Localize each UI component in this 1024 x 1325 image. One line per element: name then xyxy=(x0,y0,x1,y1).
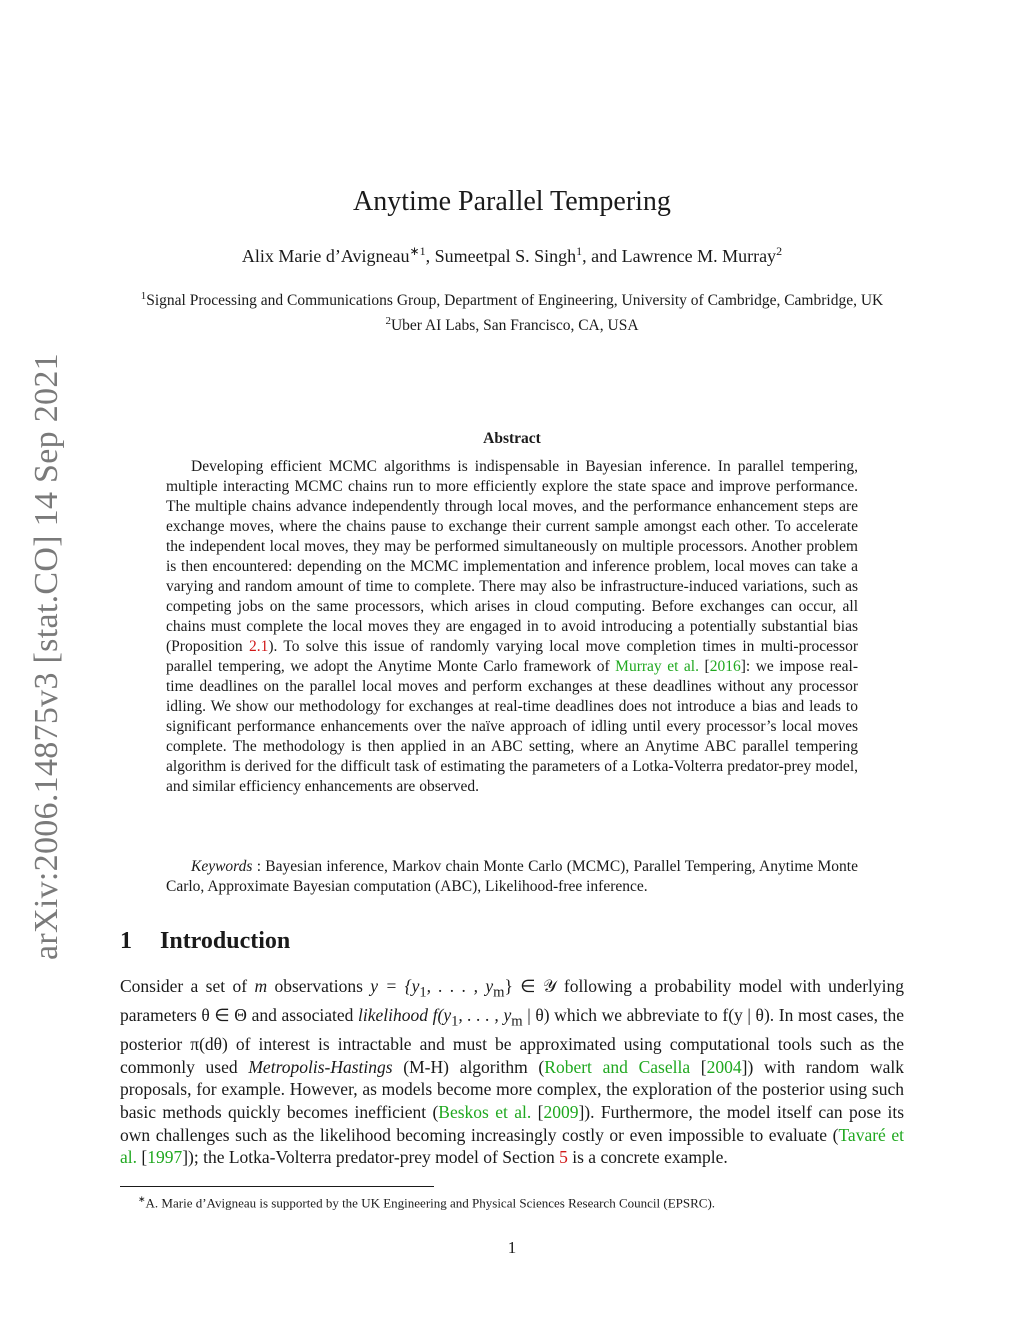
footnote-rule xyxy=(120,1186,434,1187)
abstract-heading: Abstract xyxy=(483,430,541,447)
section-number: 1 xyxy=(120,928,132,954)
proposition-ref-link[interactable]: 2.1 xyxy=(248,638,269,655)
author-2-mark: 1 xyxy=(576,244,583,258)
affiliation-2: $^2$Uber AI Labs, San Francisco, CA, USA xyxy=(385,315,639,335)
keywords: Keywords : Bayesian inference, Markov chain Monte Carlo (MCMC), Parallel Tempering, Anytime Monte Carlo, Approximate Bayesian computation (ABC), Likelihood-free inference. xyxy=(166,858,858,895)
keywords-label: Keywords xyxy=(191,858,253,875)
author-3-mark: 2 xyxy=(776,244,783,258)
author-3: Lawrence M. Murray xyxy=(621,246,777,266)
robert-year-link[interactable]: 2004 xyxy=(706,1056,742,1077)
arxiv-sidebar-stamp: arXiv:2006.14875v3 [stat.CO] 14 Sep 2021 xyxy=(28,353,65,960)
affiliation-1: $^1$Signal Processing and Communications Group, Department of Engineering, University of Cambridge, Cambridge, UK xyxy=(140,290,884,310)
abstract-body: Developing efficient MCMC algorithms is indispensable in Bayesian inference. In parallel tempering, multiple interacting MCMC chains run to more efficiently explore the state space and improve performance. The multiple chains advance independently through local moves, and the performance enhancement steps are exchange moves, where the chains pause to exchange their current sample amongst each other. To accelerate the independent local moves, they may be performed simultaneously on multiple processors. Another problem is then encountered: depending on the MCMC implementation and inference problem, local moves can take a varying and random amount of time to complete. There may also be infrastructure-induced variations, such as competing jobs on the same processors, which arises in cloud computing. Before exchanges can occur, all chains must complete the local moves they are engaged in to avoid introducing a potentially substantial bias (Proposition 2.1). To solve this issue of randomly varying local move completion times in multi-processor parallel tempering, we adopt the Anytime Monte Carlo framework of Murray et al. [2016]: we impose real-time deadlines on the parallel local moves and perform exchanges at these deadlines without any processor idling. We show our methodology for exchanges at real-time deadlines does not introduce a bias and leads to significant performance enhancements over the naïve approach of idling until every processor’s local moves complete. The methodology is then applied in an ABC setting, where an Anytime ABC parallel tempering algorithm is derived for the difficult task of estimating the parameters of a Lotka-Volterra predator-prey model, and similar efficiency enhancements are observed. xyxy=(166,458,858,795)
author-list: Alix Marie d’Avigneau$^{∗1}$, Sumeetpal S. Singh$^1$, and Lawrence M. Murray$^2$ xyxy=(241,244,783,266)
section-ref-link[interactable]: 5 xyxy=(559,1147,568,1168)
beskos-citation-link[interactable]: Beskos et al. xyxy=(438,1101,532,1122)
author-2: Sumeetpal S. Singh xyxy=(434,246,577,266)
footnote: ∗A. Marie d’Avigneau is supported by the UK Engineering and Physical Sciences Research Council (EPSRC). xyxy=(138,1194,716,1211)
tavare-citation-link[interactable]: Tavaré et al. xyxy=(120,1124,904,1168)
introduction-paragraph: Consider a set of m observations $y = \{y_1$, . . . , $y_m$} ∈ 𝒴 following a probability model with underlying parameters θ ∈ Θ and associated likelihood $f(y_1$, . . . , $y_m$ | θ) which we abbreviate to f(y | θ). In most cases, the posterior π(dθ) of interest is intractable and must be approximated using computational tools such as the commonly used Metropolis-Hastings (M-H) algorithm (Robert and Casella [2004]) with random walk proposals, for example. However, as models become more complex, the exploration of the posterior using such basic methods quickly becomes inefficient (Beskos et al. [2009]). Furthermore, the model itself can pose its own challenges such as the likelihood becoming increasingly costly or even impossible to evaluate (Tavaré et al. [1997]); the Lotka-Volterra predator-prey model of Section 5 is a concrete example. xyxy=(120,976,905,1168)
beskos-year-link[interactable]: 2009 xyxy=(543,1101,579,1122)
section-heading-introduction xyxy=(120,928,290,955)
author-1-mark: ∗1 xyxy=(409,244,426,258)
section-title: Introduction xyxy=(160,928,291,954)
murray-year-link[interactable]: 2016 xyxy=(709,658,741,675)
paper-title: Anytime Parallel Tempering xyxy=(353,186,671,217)
murray-citation-link[interactable]: Murray et al. xyxy=(615,658,699,675)
tavare-year-link[interactable]: 1997 xyxy=(147,1147,183,1168)
page-number: 1 xyxy=(507,1238,517,1257)
footnote-mark: ∗ xyxy=(138,1194,146,1204)
author-1: Alix Marie d’Avigneau xyxy=(241,246,410,266)
affiliations xyxy=(130,286,894,336)
robert-citation-link[interactable]: Robert and Casella xyxy=(544,1056,691,1077)
